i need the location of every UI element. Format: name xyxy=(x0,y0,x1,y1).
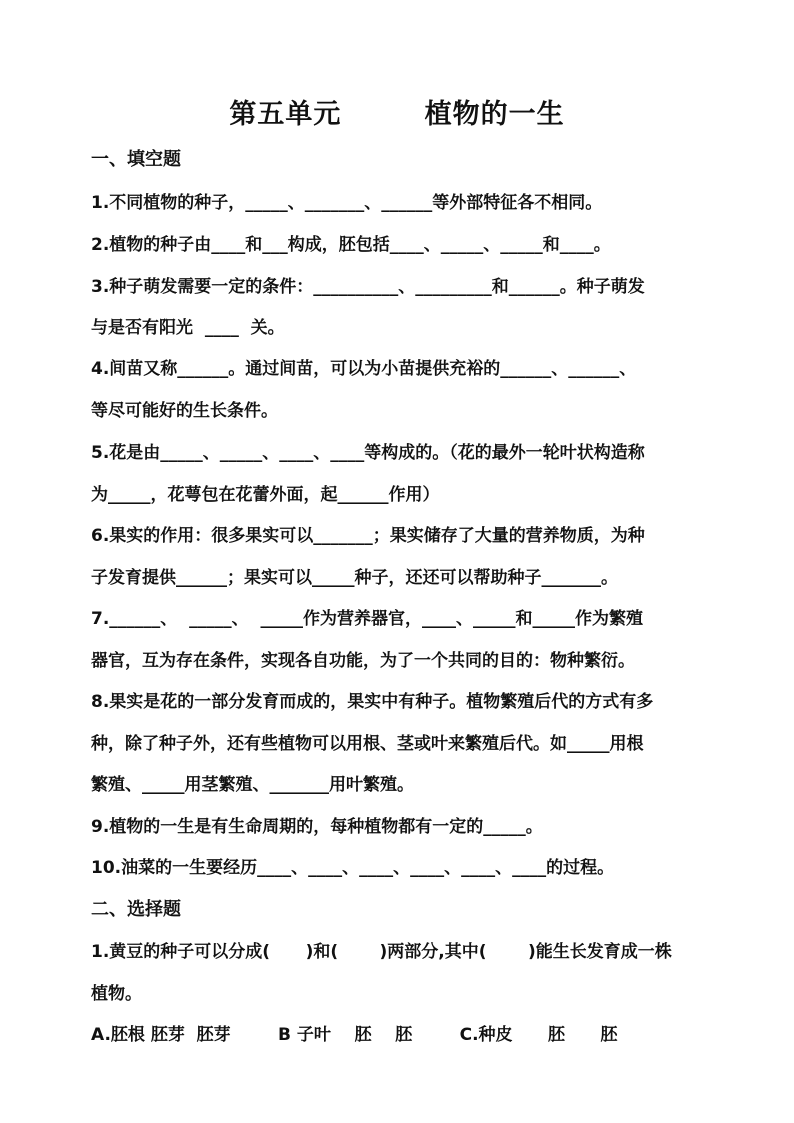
question-line: 8.果实是花的一部分发育而成的，果实中有种子。植物繁殖后代的方式有多 xyxy=(91,692,654,712)
question-line: 繁殖、_____用茎繁殖、_______用叶繁殖。 xyxy=(91,775,414,795)
question-line: 6.果实的作用：很多果实可以_______；果实储存了大量的营养物质，为种 xyxy=(91,526,645,546)
question-line: 4.间苗又称______。通过间苗，可以为小苗提供充裕的______、______、 xyxy=(91,359,637,379)
question-line: 子发育提供______；果实可以_____种子，还还可以帮助种子_______。 xyxy=(91,568,618,588)
question-line: 等尽可能好的生长条件。 xyxy=(91,401,278,421)
question-line: 器官，互为存在条件，实现各自功能，为了一个共同的目的：物种繁衍。 xyxy=(91,651,635,671)
question-line: 3.种子萌发需要一定的条件：__________、_________和______。种子萌发 xyxy=(91,277,645,297)
question-line: 为_____，花萼包在花蕾外面，起______作用） xyxy=(91,485,440,505)
question-line: 种，除了种子外，还有些植物可以用根、茎或叶来繁殖后代。如_____用根 xyxy=(91,734,644,754)
question-line: 1.不同植物的种子，_____、_______、______等外部特征各不相同。 xyxy=(91,193,603,213)
mc-question-line: 植物。 xyxy=(91,984,142,1004)
section-heading-fill-blank: 一、填空题 xyxy=(91,149,181,170)
question-line: 5.花是由_____、_____、____、____等构成的。（花的最外一轮叶状构造称 xyxy=(91,443,645,463)
mc-options-line: A.胚根 胚芽 胚芽 B 子叶 胚 胚 C.种皮 胚 胚 xyxy=(91,1025,618,1045)
mc-question-line: 1.黄豆的种子可以分成( )和( )两部分,其中( )能生长发育成一株 xyxy=(91,942,672,962)
page-title: 第五单元 植物的一生 xyxy=(229,99,565,130)
question-line: 2.植物的种子由____和___构成，胚包括____、_____、_____和____。 xyxy=(91,235,611,255)
question-line: 与是否有阳光 ____ 关。 xyxy=(91,318,285,338)
section-heading-multiple-choice: 二、选择题 xyxy=(91,899,181,920)
question-line: 7.______、 _____、 _____作为营养器官，____、_____和_____作为繁殖 xyxy=(91,609,643,629)
question-line: 9.植物的一生是有生命周期的，每种植物都有一定的_____。 xyxy=(91,817,543,837)
question-line: 10.油菜的一生要经历____、____、____、____、____、____的过程。 xyxy=(91,858,615,878)
